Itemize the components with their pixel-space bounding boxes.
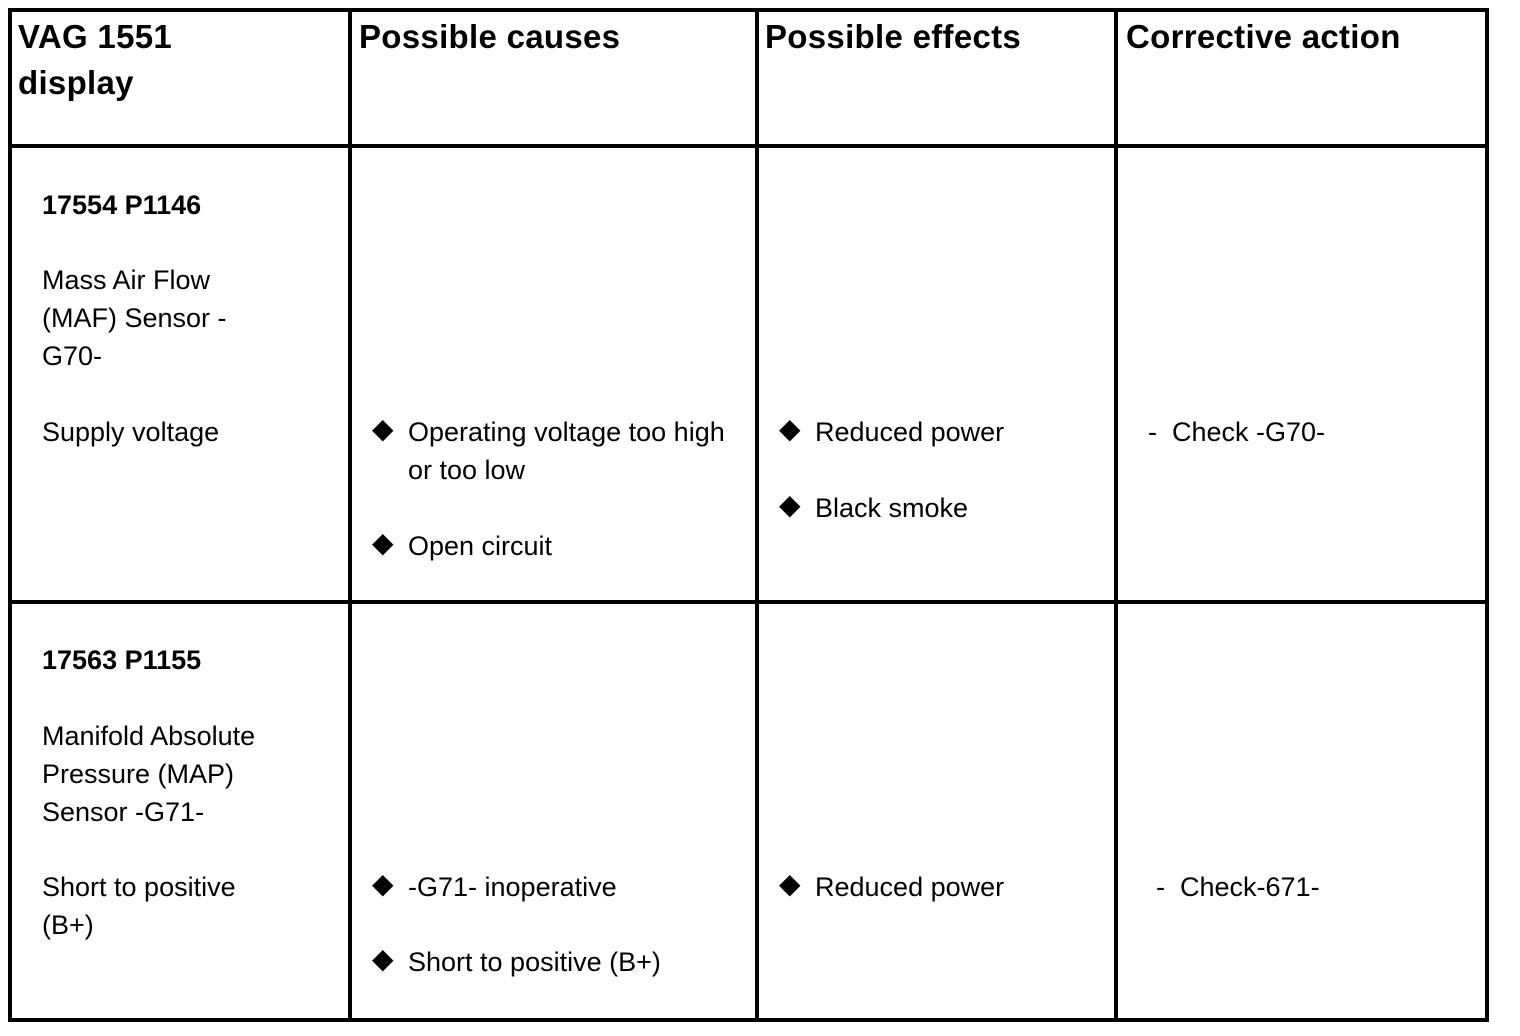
cause-text: Operating voltage too high or too low <box>408 417 733 485</box>
component-row-1: Mass Air Flow (MAF) Sensor - G70- <box>42 265 227 371</box>
cause-text: -G71- inoperative <box>408 872 617 902</box>
row-divider <box>8 600 1489 604</box>
effect-text: Black smoke <box>815 493 969 523</box>
table-border-left <box>8 8 12 1022</box>
effect-text: Reduced power <box>815 417 1005 447</box>
column-divider-2 <box>755 8 759 1022</box>
header-possible-causes: Possible causes <box>359 18 621 55</box>
header-possible-effects: Possible effects <box>765 18 1022 55</box>
condition-row-1: Supply voltage <box>42 417 220 447</box>
header-divider <box>8 144 1489 148</box>
condition-row-2: Short to positive (B+) <box>42 872 236 940</box>
diamond-bullet-icon: ◆ <box>372 413 394 444</box>
corrective-action-row-2: - Check-671- <box>1156 872 1320 902</box>
diamond-bullet-icon: ◆ <box>779 413 801 444</box>
diamond-bullet-icon: ◆ <box>372 527 394 558</box>
diamond-bullet-icon: ◆ <box>372 943 394 974</box>
table-border-right <box>1485 8 1489 1022</box>
diamond-bullet-icon: ◆ <box>372 868 394 899</box>
diamond-bullet-icon: ◆ <box>779 868 801 899</box>
effect-text: Reduced power <box>815 872 1005 902</box>
cause-text: Open circuit <box>408 531 553 561</box>
column-divider-1 <box>348 8 352 1022</box>
fault-code-row-2: 17563 P1155 <box>42 645 202 675</box>
diamond-bullet-icon: ◆ <box>779 489 801 520</box>
fault-code-row-1: 17554 P1146 <box>42 190 202 220</box>
table-border-top <box>8 8 1489 12</box>
cause-text: Short to positive (B+) <box>408 947 661 977</box>
component-row-2: Manifold Absolute Pressure (MAP) Sensor -G71- <box>42 721 256 827</box>
header-corrective-action: Corrective action <box>1126 18 1401 55</box>
header-vag-display: VAG 1551 display <box>18 18 173 101</box>
corrective-action-row-1: - Check -G70- <box>1148 417 1326 447</box>
column-divider-3 <box>1114 8 1118 1022</box>
table-border-bottom <box>8 1018 1489 1022</box>
